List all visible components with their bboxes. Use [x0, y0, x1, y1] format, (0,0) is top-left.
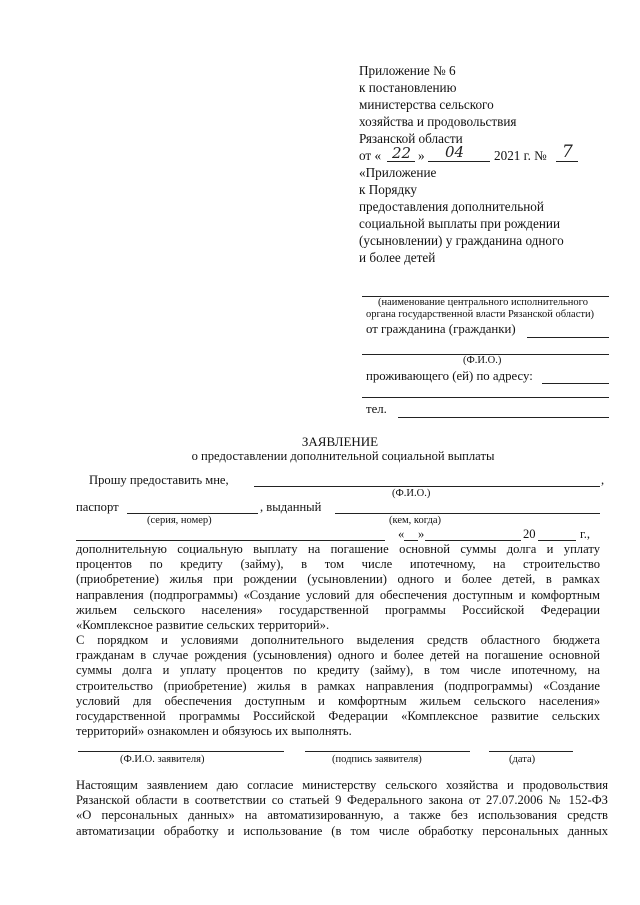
order-number: 7 [562, 142, 573, 162]
date-day-line [387, 161, 415, 162]
date-mid: » [418, 148, 425, 163]
appendix-line: к постановлению [359, 80, 457, 95]
phone-line[interactable] [398, 417, 609, 418]
signature-fio-caption: (Ф.И.О. заявителя) [120, 754, 205, 765]
issued-by-line[interactable] [335, 513, 600, 514]
issued-by-caption: (кем, когда) [389, 515, 441, 526]
issue-year-line[interactable] [538, 540, 576, 541]
text-line: Рязанской области в соответствии со статьей 9 Федерального закона от 27.07.2006 № 152-ФЗ [76, 793, 608, 808]
text-line: дополнительную социальную выплату на погашение основной суммы долга и уплату [76, 542, 600, 556]
issued-label: , выданный [260, 500, 322, 514]
issued-by-line-2[interactable] [76, 540, 385, 541]
signature-sign-line[interactable] [305, 751, 470, 752]
organ-caption: (наименование центрального исполнительного [378, 297, 588, 308]
document-title: ЗАЯВЛЕНИЕ [301, 434, 379, 449]
issue-day-line[interactable] [404, 540, 418, 541]
date-year: 2021 г. № [494, 148, 547, 163]
series-caption: (серия, номер) [147, 515, 212, 526]
text-line: Настоящим заявлением даю согласие министерству сельского хозяйства и продовольствия [76, 778, 608, 792]
address-line[interactable] [542, 383, 609, 384]
text-line: условий для обеспечения доступным и комфортным жильем сельского населения» [76, 693, 600, 708]
appendix-line: Рязанской области [359, 131, 463, 146]
paragraph-request-purpose [76, 542, 600, 633]
passport-number-line[interactable] [127, 513, 258, 514]
appendix-sub-line: предоставления дополнительной [359, 199, 544, 214]
phone-label: тел. [366, 402, 387, 416]
paragraph-acknowledgement [76, 633, 600, 739]
text-line: жильем сельского населения» государственной программы Российской Федерации [76, 602, 600, 617]
appendix-line: министерства сельского [359, 97, 494, 112]
address-label: проживающего (ей) по адресу: [366, 369, 533, 383]
date-day: 22 [392, 144, 412, 162]
document-subtitle: о предоставлении дополнительной социальной выплаты [191, 449, 495, 463]
text-line: строительство (приобретение) жилья в рамках направления (подпрограммы) «Создание [76, 678, 600, 693]
applicant-fio-caption: (Ф.И.О.) [392, 488, 431, 499]
signature-fio-line[interactable] [78, 751, 284, 752]
organ-caption: органа государственной власти Рязанской области) [366, 309, 595, 320]
appendix-sub-line: к Порядку [359, 182, 418, 197]
date-month: 04 [445, 143, 465, 161]
text-line: «О персональных данных» на автоматизированную, а также без использования средств [76, 808, 608, 823]
text-line: «Комплексное развитие сельских территорий». [76, 617, 330, 632]
from-citizen-line[interactable] [527, 337, 609, 338]
signature-date-caption: (дата) [509, 754, 536, 765]
issue-year-suffix: г., [580, 527, 591, 541]
date-prefix: от « [359, 148, 382, 163]
text-line: автоматизации обработку и использование (в том числе обработку персональных данных [76, 823, 608, 838]
passport-label: паспорт [76, 500, 119, 514]
text-line: (приобретение) жилья при рождении (усыновлении) одного и более детей, в рамках [76, 572, 600, 587]
issue-year-prefix: 20 [523, 527, 536, 541]
issue-date-open: « [398, 527, 405, 541]
address-line-2[interactable] [362, 397, 609, 398]
text-line: процентов по кредиту (займу), в том числе ипотечному, на строительство [76, 557, 600, 572]
appendix-sub-line: социальной выплаты при рождении [359, 216, 560, 231]
request-ask: Прошу предоставить мне, [89, 473, 229, 487]
issue-month-line[interactable] [425, 540, 521, 541]
text-line: гражданам в случае рождения (усыновления) одного и более детей на погашение основной [76, 648, 600, 663]
appendix-sub-line: (усыновлении) у гражданина одного [359, 233, 564, 248]
order-number-line [556, 161, 578, 162]
appendix-line: хозяйства и продовольствия [359, 114, 517, 129]
text-line: суммы долга и уплату процентов по кредиту (займу), в том числе ипотечному, на [76, 663, 600, 678]
text-line: направления (подпрограммы) «Создание условий для обеспечения доступным и комфортным [76, 587, 600, 602]
fio-caption: (Ф.И.О.) [463, 355, 502, 366]
date-month-line [428, 161, 490, 162]
request-comma: , [601, 473, 605, 487]
applicant-fio-line[interactable] [254, 486, 600, 487]
text-line: территорий» ознакомлен и обязуюсь их выполнять. [76, 724, 352, 739]
appendix-sub-line: и более детей [359, 250, 436, 265]
issue-date-close: » [418, 527, 425, 541]
from-citizen-label: от гражданина (гражданки) [366, 322, 516, 336]
paragraph-consent [76, 778, 608, 839]
signature-date-line[interactable] [489, 751, 573, 752]
text-line: С порядком и условиями дополнительного выделения средств областного бюджета [76, 633, 600, 647]
appendix-sub-line: «Приложение [359, 165, 437, 180]
text-line: государственной программы Российской Федерации «Комплексное развитие сельских [76, 708, 600, 723]
appendix-line: Приложение № 6 [359, 63, 456, 78]
signature-sign-caption: (подпись заявителя) [332, 754, 422, 765]
